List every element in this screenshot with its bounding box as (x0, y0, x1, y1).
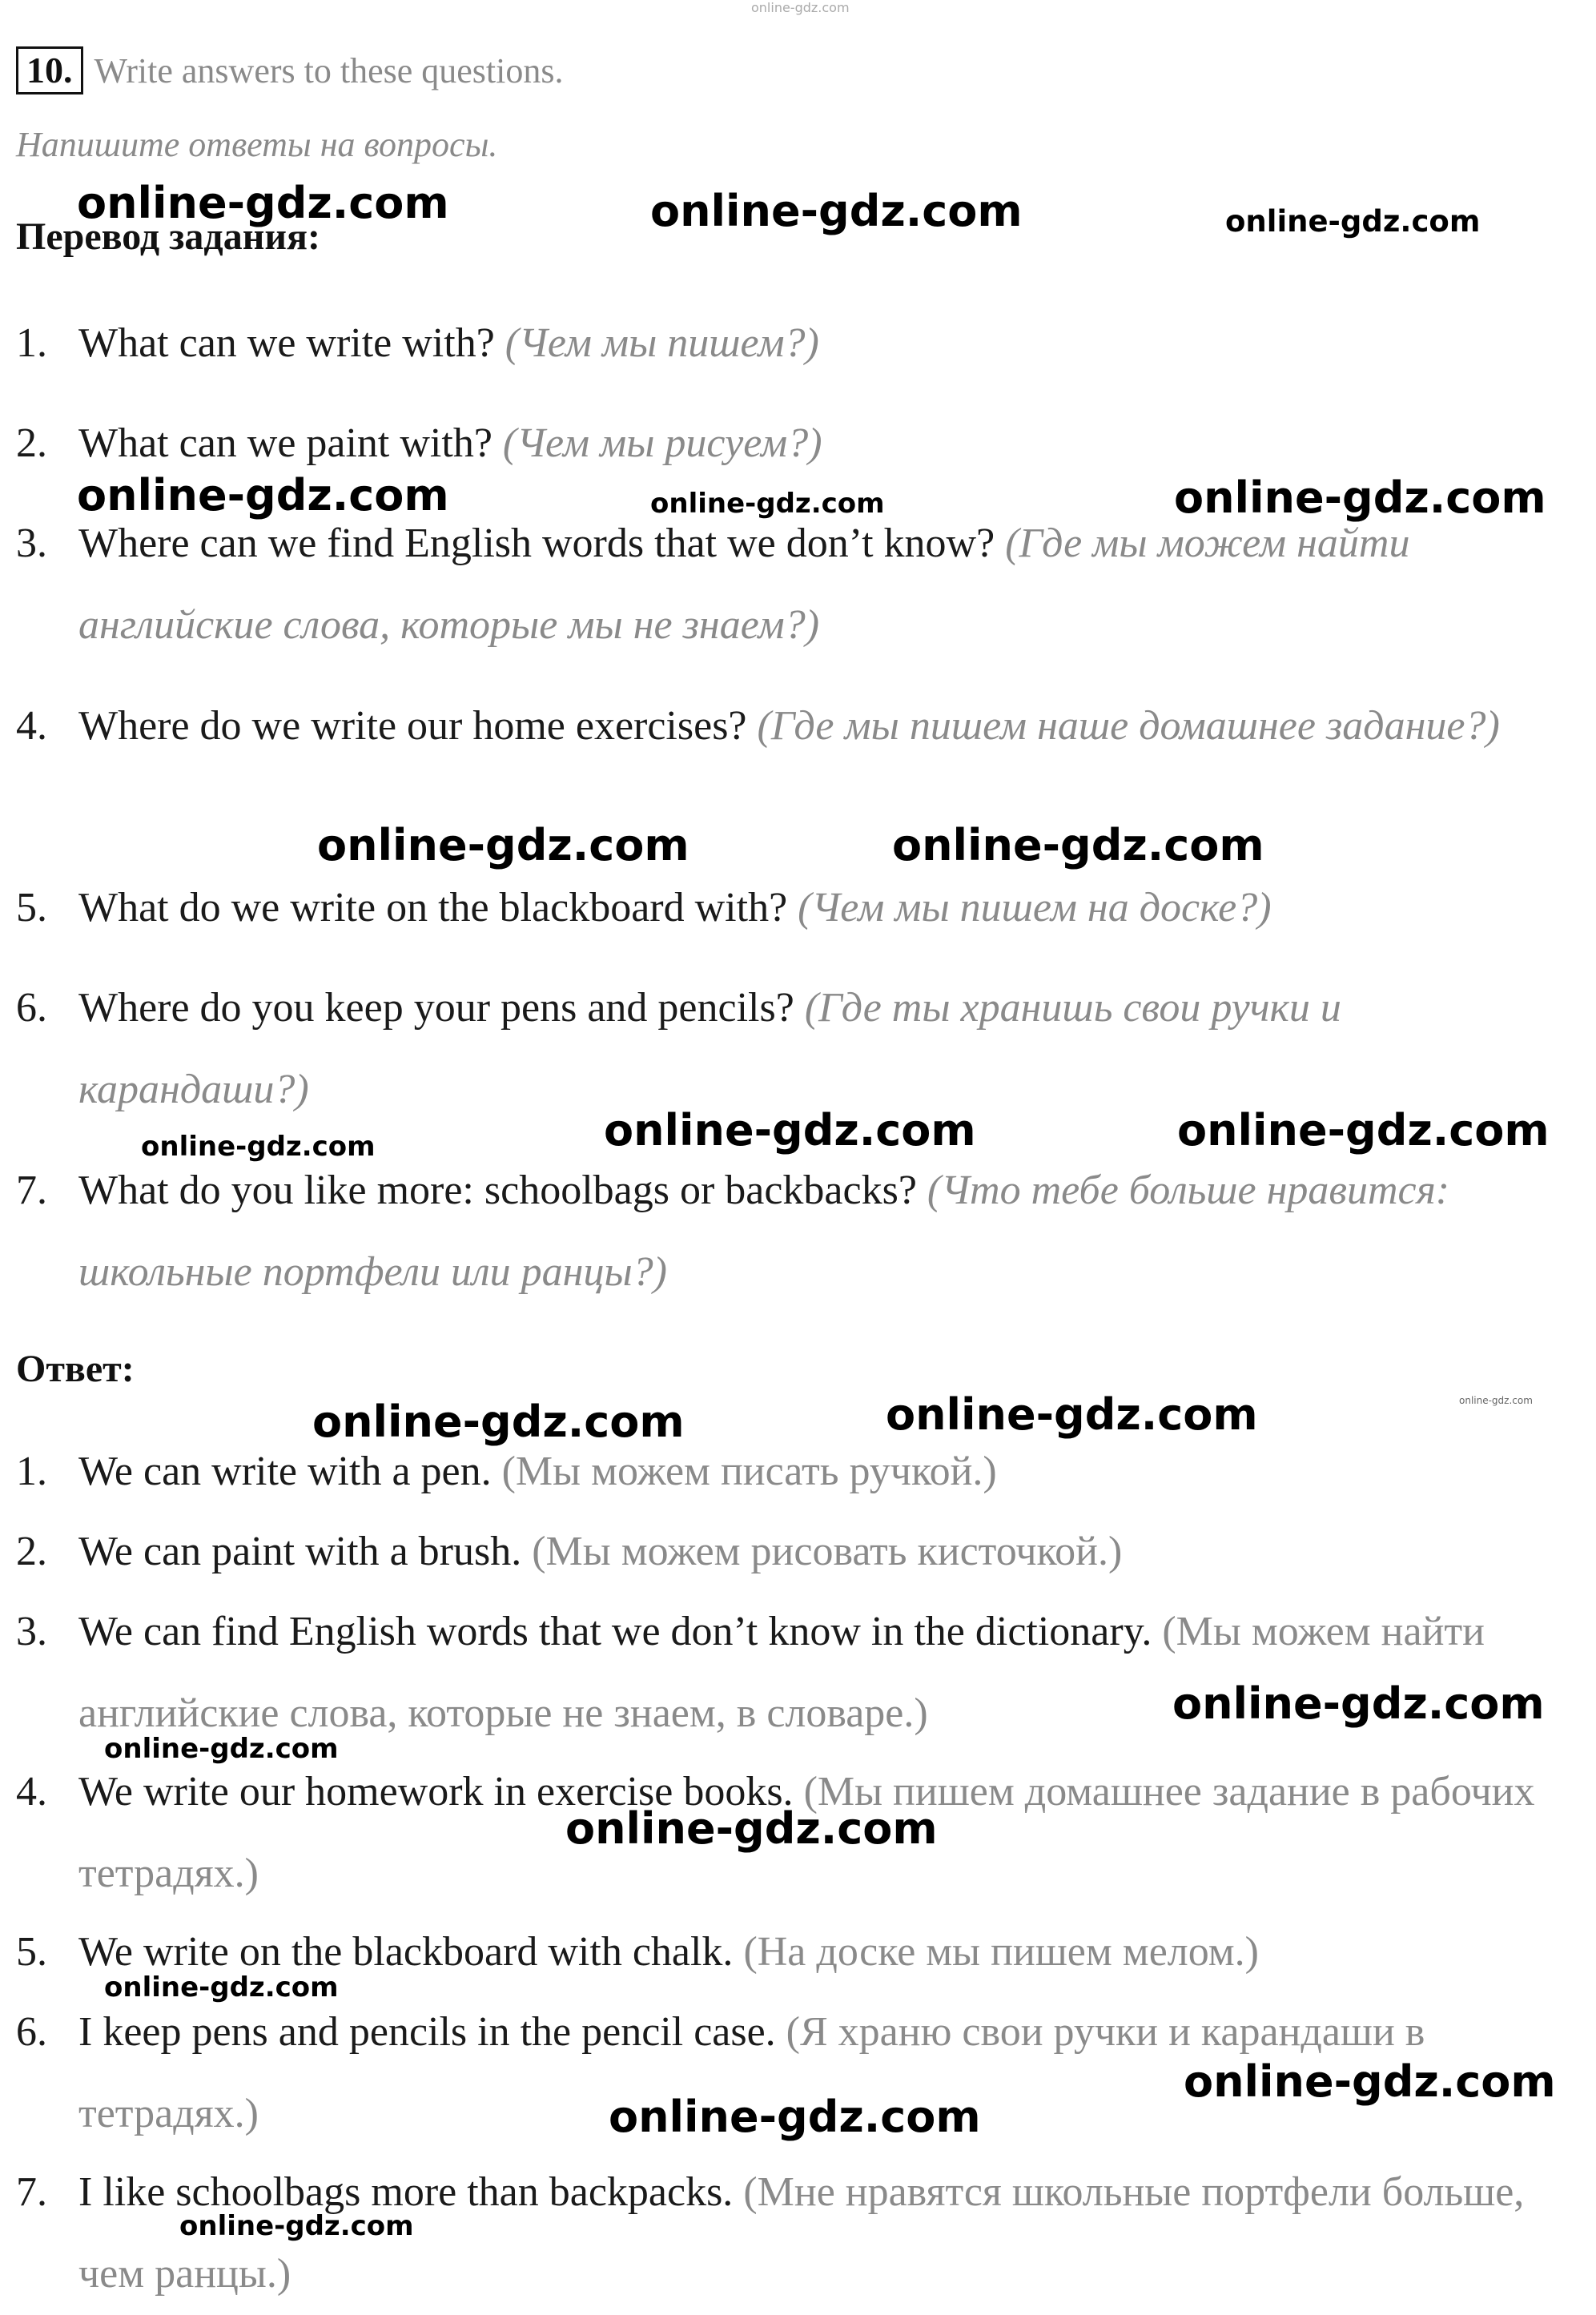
watermark: online-gdz.com (1177, 1105, 1550, 1155)
task-title: Write answers to these questions. (94, 50, 564, 90)
answer-item (16, 1591, 1582, 1754)
question-text: Where do we write our home exercises? (78, 703, 747, 749)
question-item (16, 1150, 1582, 1313)
watermark: online-gdz.com (104, 1733, 339, 1765)
watermark: online-gdz.com (1172, 1678, 1545, 1729)
answer-item (16, 1431, 1582, 1513)
watermark: online-gdz.com (317, 820, 689, 870)
question-translation: (Где ты хранишь свои ручки и карандаши?) (78, 985, 1341, 1112)
question-item (16, 867, 1582, 949)
watermark: online-gdz.com (565, 1803, 938, 1854)
watermark: online-gdz.com (104, 1971, 339, 2004)
question-text: What do we write on the blackboard with? (78, 885, 788, 930)
question-translation: (Что тебе больше нравится: школьные портфели или ранцы?) (78, 1168, 1450, 1295)
watermark: online-gdz.com (77, 470, 449, 520)
answer-text: We can paint with a brush. (78, 1529, 522, 1574)
answer-number: 4. (16, 1769, 47, 1815)
watermark: online-gdz.com (1184, 2056, 1556, 2107)
watermark: online-gdz.com (1225, 204, 1481, 239)
answer-text: We write our homework in exercise books. (78, 1769, 794, 1815)
question-number: 5. (16, 885, 47, 930)
watermark: online-gdz.com (312, 1397, 685, 1447)
watermark: online-gdz.com (650, 186, 1023, 236)
watermark: online-gdz.com (1459, 1395, 1533, 1406)
task-header (16, 46, 564, 94)
question-translation: (Чем мы рисуем?) (502, 420, 822, 466)
watermark: online-gdz.com (1174, 472, 1546, 523)
watermark: online-gdz.com (886, 1389, 1258, 1440)
question-number: 2. (16, 420, 47, 466)
watermark: online-gdz.com (179, 2210, 414, 2242)
answer-number: 2. (16, 1529, 47, 1574)
watermark: online-gdz.com (604, 1105, 976, 1155)
answer-translation: (На доске мы пишем мелом.) (743, 1929, 1259, 1975)
question-number: 1. (16, 320, 47, 366)
task-number: 10. (16, 46, 83, 94)
answer-text: I keep pens and pencils in the pencil case. (78, 2009, 776, 2055)
question-translation: (Чем мы пишем?) (505, 320, 819, 366)
answer-heading: Ответ: (16, 1348, 135, 1390)
question-translation: (Где мы можем найти английские слова, которые мы не знаем?) (78, 520, 1410, 648)
question-text: Where do you keep your pens and pencils? (78, 985, 794, 1031)
question-text: Where can we find English words that we don’t know? (78, 520, 995, 566)
answer-translation: (Мы можем рисовать кисточкой.) (532, 1529, 1123, 1574)
watermark: online-gdz.com (609, 2092, 981, 2142)
question-item (16, 685, 1582, 767)
watermark: online-gdz.com (141, 1131, 376, 1163)
answer-translation: (Мы можем найти английские слова, которые не знаем, в словаре.) (78, 1609, 1485, 1736)
question-text: What can we write with? (78, 320, 495, 366)
answer-translation: (Мы можем писать ручкой.) (501, 1449, 997, 1494)
question-number: 3. (16, 520, 47, 566)
answer-number: 1. (16, 1449, 47, 1494)
answer-text: We write on the blackboard with chalk. (78, 1929, 734, 1975)
question-text: What do you like more: schoolbags or backbacks? (78, 1168, 917, 1213)
answer-text: We can find English words that we don’t know in the dictionary. (78, 1609, 1152, 1654)
answer-number: 6. (16, 2009, 47, 2055)
task-subtitle: Напишите ответы на вопросы. (16, 125, 498, 164)
question-item (16, 503, 1582, 666)
answer-number: 3. (16, 1609, 47, 1654)
answer-text: We can write with a pen. (78, 1449, 492, 1494)
answer-item (16, 1511, 1582, 1593)
question-text: What can we paint with? (78, 420, 492, 466)
translation-heading: Перевод задания: (16, 215, 320, 258)
question-translation: (Чем мы пишем на доске?) (798, 885, 1272, 930)
question-item (16, 303, 1582, 384)
answer-number: 7. (16, 2169, 47, 2215)
watermark: online-gdz.com (650, 488, 885, 520)
answer-text: I like schoolbags more than backpacks. (78, 2169, 734, 2215)
question-number: 4. (16, 703, 47, 749)
answer-translation: (Мы пишем домашнее задание в рабочих тетрадях.) (78, 1769, 1535, 1896)
question-number: 7. (16, 1168, 47, 1213)
question-translation: (Где мы пишем наше домашнее задание?) (757, 703, 1500, 749)
watermark: online-gdz.com (77, 178, 449, 228)
answer-number: 5. (16, 1929, 47, 1975)
question-number: 6. (16, 985, 47, 1031)
answer-translation: (Мне нравятся школьные портфели больше, чем ранцы.) (78, 2169, 1525, 2297)
watermark: online-gdz.com (751, 0, 850, 15)
answer-translation: (Я храню свои ручки и карандаши в тетрадях.) (78, 2009, 1425, 2136)
watermark: online-gdz.com (892, 820, 1264, 870)
